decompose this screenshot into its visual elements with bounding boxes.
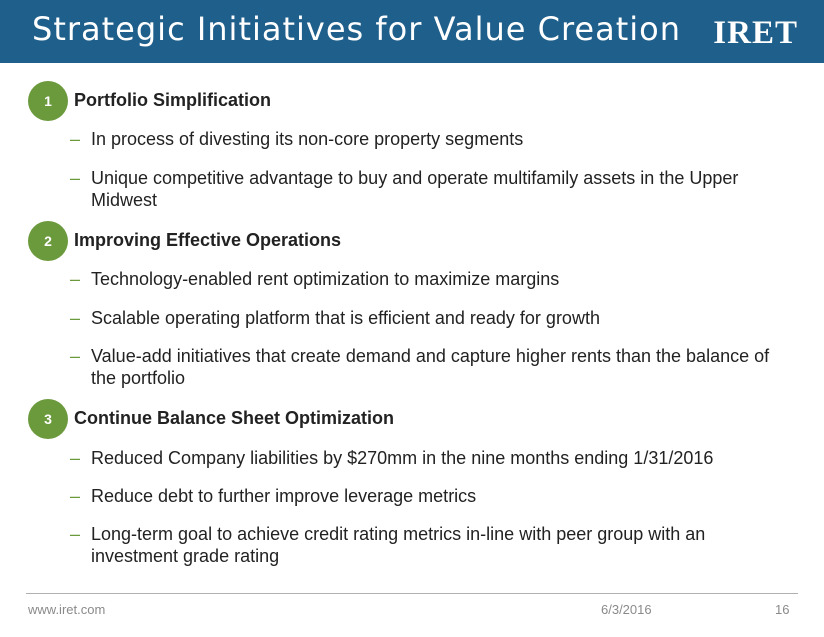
dash-bullet-icon: – — [70, 308, 81, 328]
bullet-item — [70, 485, 790, 507]
bullet-text: Scalable operating platform that is efficient and ready for growth — [91, 308, 600, 328]
bullet-item — [70, 447, 790, 469]
footer-divider — [26, 593, 798, 594]
bullet-item — [70, 345, 790, 389]
bullet-text: Reduce debt to further improve leverage metrics — [91, 486, 477, 506]
iret-logo: IRET — [713, 15, 798, 51]
bullet-item — [70, 128, 790, 150]
section-title: Portfolio Simplification — [74, 90, 271, 110]
section-number-badge: 2 — [28, 221, 68, 261]
bullet-text: Technology-enabled rent optimization to maximize margins — [91, 269, 560, 289]
bullet-text: Reduced Company liabilities by $270mm in the nine months ending 1/31/2016 — [91, 448, 714, 468]
dash-bullet-icon: – — [70, 129, 81, 149]
footer-page-number: 16 — [775, 602, 790, 617]
dash-bullet-icon: – — [70, 486, 81, 506]
dash-bullet-icon: – — [70, 524, 81, 544]
section-title: Improving Effective Operations — [74, 230, 342, 250]
slide-title: Strategic Initiatives for Value Creation — [32, 10, 681, 48]
footer-website: www.iret.com — [28, 602, 106, 617]
bullet-text: Unique competitive advantage to buy and operate multifamily assets in the Upper Midwest — [91, 168, 739, 210]
dash-bullet-icon: – — [70, 346, 81, 366]
dash-bullet-icon: – — [70, 269, 81, 289]
footer-date: 6/3/2016 — [601, 602, 652, 617]
bullet-text: Long-term goal to achieve credit rating metrics in-line with peer group with an investment grade rating — [91, 524, 706, 566]
header-bar — [0, 0, 824, 63]
bullet-item — [70, 167, 790, 211]
section-title: Continue Balance Sheet Optimization — [74, 408, 395, 428]
bullet-text: In process of divesting its non-core property segments — [91, 129, 524, 149]
bullet-text: Value-add initiatives that create demand and capture higher rents than the balance of the portfolio — [91, 346, 770, 388]
bullet-item — [70, 307, 790, 329]
bullet-item — [70, 268, 790, 290]
section-number-badge: 3 — [28, 399, 68, 439]
bullet-item — [70, 523, 790, 567]
dash-bullet-icon: – — [70, 168, 81, 188]
section-number-badge: 1 — [28, 81, 68, 121]
dash-bullet-icon: – — [70, 448, 81, 468]
